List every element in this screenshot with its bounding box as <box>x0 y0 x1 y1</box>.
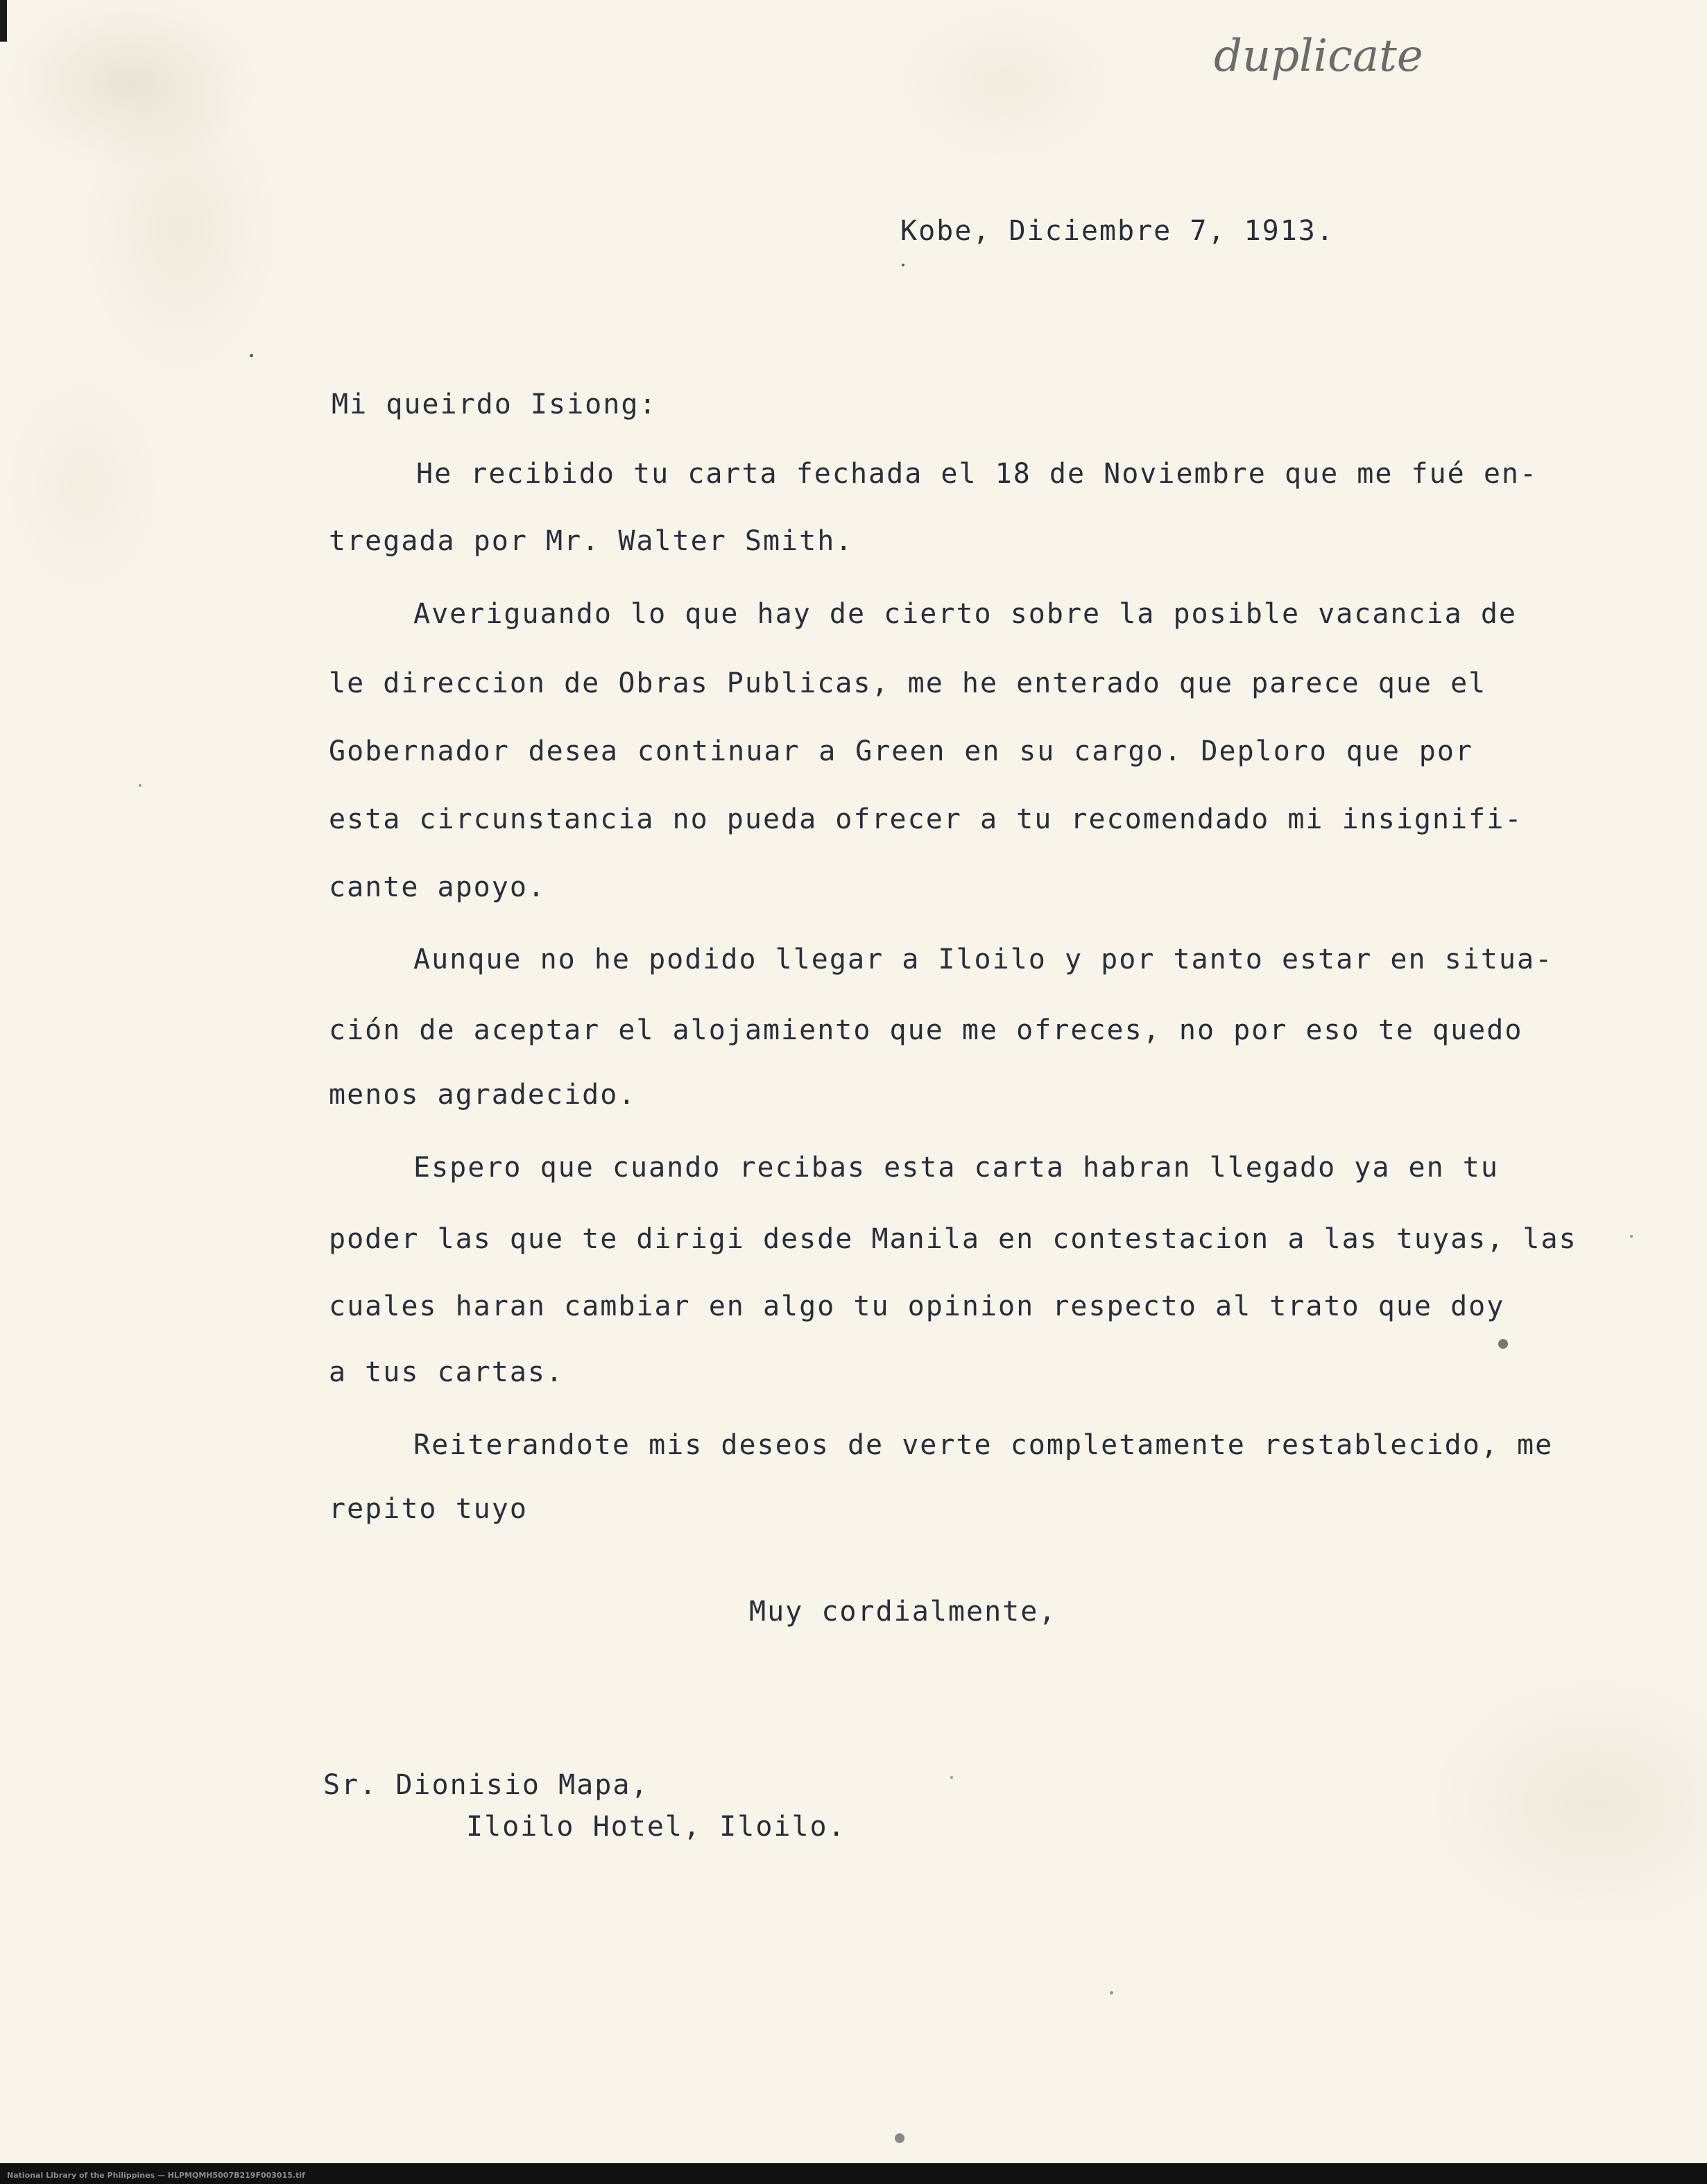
paragraph-5-line-1: Reiterandote mis deseos de verte completamente restablecido, me <box>413 1429 1554 1461</box>
handwritten-note <box>1207 28 1484 97</box>
scan-edge-mark <box>0 0 7 42</box>
paper-speck <box>1498 1339 1508 1349</box>
paragraph-1-line-1: He recibido tu carta fechada el 18 de Noviembre que me fué en- <box>416 458 1538 490</box>
paper-speck <box>1630 1235 1633 1238</box>
paragraph-2-line-2: le direccion de Obras Publicas, me he enterado que parece que el <box>329 667 1487 699</box>
handwritten-duplicate-annotation <box>1207 28 1484 97</box>
date-line: Kobe, Diciembre 7, 1913. <box>900 215 1335 247</box>
paragraph-2-line-5: cante apoyo. <box>329 871 546 903</box>
salutation: Mi queirdo Isiong: <box>332 389 658 420</box>
paragraph-3-line-1: Aunque no he podido llegar a Iloilo y por tanto estar en situa- <box>413 944 1554 975</box>
paragraph-4-line-1: Espero que cuando recibas esta carta habran llegado ya en tu <box>413 1152 1499 1184</box>
addressee-name: Sr. Dionisio Mapa, <box>323 1769 649 1801</box>
paragraph-3-line-2: ción de aceptar el alojamiento que me ofreces, no por eso te quedo <box>329 1014 1523 1046</box>
handwritten-note-text: duplicate <box>1214 31 1423 82</box>
paragraph-2-line-4: esta circunstancia no pueda ofrecer a tu recomendado mi insignifi- <box>329 803 1523 835</box>
paragraph-2-line-1: Averiguando lo que hay de cierto sobre la posible vacancia de <box>413 598 1518 630</box>
paper-speck <box>895 2133 904 2143</box>
paragraph-2-line-3: Gobernador desea continuar a Green en su cargo. Deploro que por <box>329 735 1473 767</box>
paragraph-3-line-3: menos agradecido. <box>329 1079 637 1111</box>
paper-speck <box>139 784 141 787</box>
paragraph-4-line-4: a tus cartas. <box>329 1356 565 1388</box>
paragraph-5-line-2: repito tuyo <box>329 1493 528 1525</box>
paper-speck <box>950 1776 953 1779</box>
paragraph-4-line-2: poder las que te dirigi desde Manila en contestacion a las tuyas, las <box>329 1223 1577 1255</box>
paper-speck <box>1110 1991 1113 1995</box>
addressee-address: Iloilo Hotel, Iloilo. <box>466 1811 846 1843</box>
paper-speck <box>250 354 253 357</box>
paper-speck <box>902 264 904 266</box>
paragraph-4-line-3: cuales haran cambiar en algo tu opinion respecto al trato que doy <box>329 1290 1505 1322</box>
paragraph-1-line-2: tregada por Mr. Walter Smith. <box>329 525 854 557</box>
archive-label: National Library of the Philippines — HLPMQMH5007B219F003015.tif <box>7 2171 305 2180</box>
closing: Muy cordialmente, <box>749 1596 1057 1628</box>
